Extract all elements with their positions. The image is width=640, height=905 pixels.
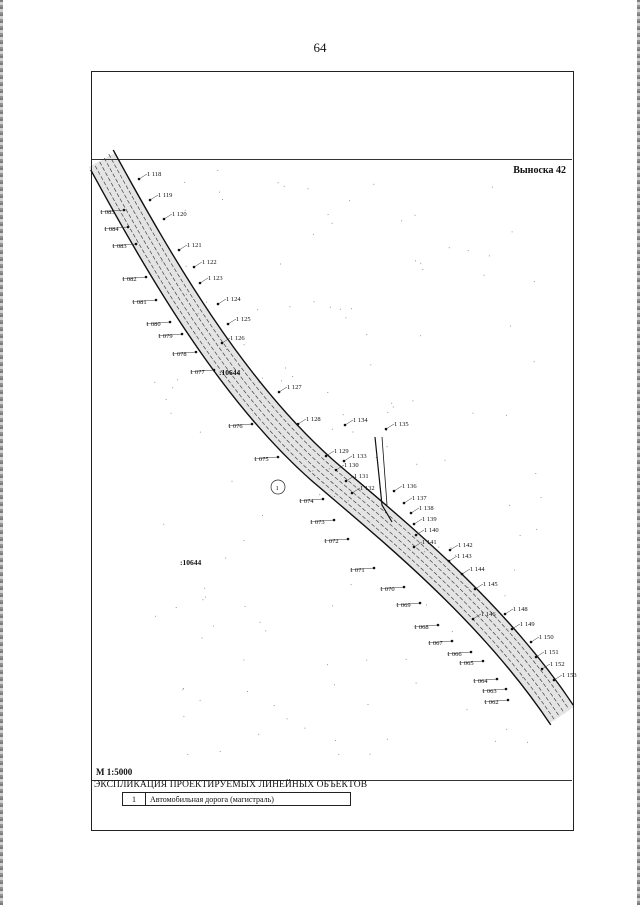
boundary-point-label: 1 127	[287, 384, 302, 391]
background-dot	[204, 588, 205, 589]
boundary-point-label: 1 135	[394, 421, 409, 428]
boundary-point-label: 1 146	[481, 611, 496, 618]
boundary-point-label: 1 084	[104, 226, 119, 233]
boundary-point-marker	[347, 538, 350, 541]
boundary-point-marker	[344, 424, 347, 427]
background-dot	[416, 464, 417, 465]
boundary-point-marker	[507, 699, 510, 702]
background-dot	[244, 540, 245, 541]
boundary-point-label: 1 120	[172, 211, 187, 218]
boundary-point-label: 1 131	[354, 473, 369, 480]
boundary-point-marker	[393, 490, 396, 493]
boundary-point-label: 1 152	[550, 661, 565, 668]
boundary-point-marker	[461, 573, 464, 576]
boundary-point-marker	[181, 333, 184, 336]
background-dot	[274, 705, 275, 706]
background-dot	[328, 214, 329, 215]
boundary-point-label: 1 073	[310, 519, 325, 526]
background-dot	[510, 326, 511, 327]
background-dot	[330, 307, 331, 308]
background-dot	[401, 220, 402, 221]
boundary-point-marker	[410, 512, 413, 515]
legend-table	[122, 792, 351, 806]
background-dot	[495, 741, 496, 742]
background-dot	[438, 547, 439, 548]
boundary-point-label: 1 069	[396, 602, 411, 609]
point-leader-line	[326, 451, 334, 456]
background-dot	[420, 263, 421, 264]
background-dot	[466, 709, 467, 710]
background-dot	[343, 414, 344, 415]
boundary-point-marker	[221, 342, 224, 345]
background-dot	[262, 515, 263, 516]
boundary-point-marker	[127, 226, 130, 229]
boundary-point-label: 1 070	[380, 586, 395, 593]
boundary-point-marker	[278, 391, 281, 394]
boundary-point-marker	[449, 549, 452, 552]
background-dot	[391, 403, 392, 404]
background-dot	[387, 739, 388, 740]
boundary-point-marker	[145, 276, 148, 279]
boundary-point-label: 1 142	[458, 542, 473, 549]
boundary-point-marker	[123, 209, 126, 212]
background-dot	[332, 605, 333, 606]
parcel-label: :10644	[180, 558, 202, 567]
background-dot	[352, 432, 353, 433]
background-dot	[340, 309, 341, 310]
background-dot	[313, 234, 314, 235]
boundary-point-marker	[472, 618, 475, 621]
boundary-point-label: 1 068	[414, 624, 429, 631]
boundary-point-label: 1 128	[306, 416, 321, 423]
point-leader-line	[386, 424, 394, 429]
background-dot	[225, 558, 226, 559]
boundary-point-marker	[403, 502, 406, 505]
boundary-point-label: 1 065	[459, 660, 474, 667]
boundary-point-marker	[335, 469, 338, 472]
road-map	[92, 160, 577, 780]
background-dot	[182, 689, 183, 690]
boundary-point-label: 1 078	[172, 351, 187, 358]
background-dot	[171, 413, 172, 414]
background-dot	[155, 616, 156, 617]
boundary-point-marker	[419, 602, 422, 605]
boundary-point-marker	[504, 613, 507, 616]
boundary-point-label: 1 129	[334, 448, 349, 455]
background-dot	[319, 494, 320, 495]
point-leader-line	[150, 195, 158, 200]
boundary-point-marker	[385, 428, 388, 431]
background-dot	[258, 734, 259, 735]
object-marker-number: 1	[275, 485, 279, 492]
background-dot	[484, 275, 485, 276]
background-dot	[245, 606, 246, 607]
background-dot	[468, 250, 469, 251]
background-dot	[260, 622, 261, 623]
background-dot	[368, 704, 369, 705]
background-dot	[247, 691, 248, 692]
legend-row	[123, 793, 351, 806]
boundary-point-label: 1 119	[158, 192, 173, 199]
background-dot	[176, 607, 177, 608]
map-area	[92, 159, 577, 781]
background-dot	[351, 584, 352, 585]
background-dot	[327, 392, 328, 393]
background-dot	[338, 754, 339, 755]
background-dot	[506, 415, 507, 416]
background-dot	[373, 184, 374, 185]
boundary-point-marker	[482, 660, 485, 663]
boundary-point-marker	[351, 492, 354, 495]
background-dot	[292, 376, 293, 377]
point-leader-line	[345, 420, 353, 425]
boundary-point-marker	[511, 628, 514, 631]
boundary-point-label: 1 125	[236, 316, 251, 323]
background-dot	[535, 473, 536, 474]
page-number: 64	[313, 40, 327, 55]
point-leader-line	[462, 569, 470, 574]
background-dot	[220, 751, 221, 752]
boundary-point-marker	[470, 651, 473, 654]
boundary-point-marker	[135, 243, 138, 246]
background-dot	[285, 368, 286, 369]
boundary-point-marker	[415, 534, 418, 537]
point-leader-line	[344, 456, 352, 461]
boundary-point-label: 1 148	[513, 606, 528, 613]
boundary-point-label: 1 140	[424, 527, 439, 534]
boundary-point-marker	[149, 199, 152, 202]
background-dot	[387, 412, 388, 413]
boundary-point-label: 1 121	[187, 242, 202, 249]
background-dot	[304, 728, 305, 729]
background-dot	[257, 309, 258, 310]
background-dot	[244, 344, 245, 345]
background-dot	[222, 199, 223, 200]
point-leader-line	[411, 508, 419, 513]
background-dot	[232, 481, 233, 482]
background-dot	[534, 361, 535, 362]
background-dot	[393, 407, 394, 408]
background-dot	[332, 429, 333, 430]
spur-line	[382, 437, 387, 505]
background-dot	[287, 718, 288, 719]
scan-edge-left	[0, 0, 3, 905]
point-leader-line	[298, 419, 306, 424]
boundary-point-label: 1 134	[353, 417, 368, 424]
background-dot	[370, 364, 371, 365]
background-dot	[406, 659, 407, 660]
background-dot	[332, 223, 333, 224]
background-dot	[281, 380, 282, 381]
point-leader-line	[228, 319, 236, 324]
background-dot	[219, 192, 220, 193]
map-title: Выноска 42	[513, 165, 566, 176]
background-dot	[187, 754, 188, 755]
boundary-point-label: 1 151	[544, 649, 559, 656]
background-dot	[200, 432, 201, 433]
background-dot	[473, 413, 474, 414]
boundary-point-label: 1 126	[230, 335, 245, 342]
boundary-point-label: 1 062	[484, 699, 499, 706]
background-dot	[183, 716, 184, 717]
background-dot	[278, 182, 279, 183]
legend-title: ЭКСПЛИКАЦИЯ ПРОЕКТИРУЕМЫХ ЛИНЕЙНЫХ ОБЪЕКТОВ	[94, 780, 368, 790]
boundary-point-marker	[277, 456, 280, 459]
background-dot	[154, 382, 155, 383]
boundary-point-label: 1 079	[158, 333, 173, 340]
boundary-point-label: 1 149	[520, 621, 535, 628]
background-dot	[509, 505, 510, 506]
boundary-point-marker	[553, 679, 556, 682]
background-dot	[505, 595, 506, 596]
boundary-point-marker	[413, 546, 416, 549]
background-dot	[426, 605, 427, 606]
point-leader-line	[531, 637, 539, 642]
boundary-point-label: 1 066	[447, 651, 462, 658]
background-dot	[387, 446, 388, 447]
boundary-point-marker	[163, 218, 166, 221]
boundary-point-marker	[322, 498, 325, 501]
background-dot	[506, 729, 507, 730]
map-frame	[91, 71, 577, 831]
boundary-point-label: 1 150	[539, 634, 554, 641]
boundary-point-marker	[213, 369, 216, 372]
background-dot	[512, 231, 513, 232]
background-dot	[177, 379, 178, 380]
background-dot	[422, 269, 423, 270]
road-corridor	[91, 150, 574, 725]
boundary-point-marker	[199, 282, 202, 285]
boundary-point-label: 1 064	[473, 678, 488, 685]
background-dot	[541, 497, 542, 498]
background-dot	[184, 182, 185, 183]
point-leader-line	[179, 245, 187, 250]
point-leader-line	[505, 609, 513, 614]
boundary-point-marker	[474, 588, 477, 591]
boundary-point-marker	[325, 455, 328, 458]
boundary-point-label: 1 136	[402, 483, 417, 490]
boundary-point-marker	[138, 178, 141, 181]
boundary-point-label: 1 063	[482, 688, 497, 695]
boundary-point-label: 1 139	[422, 516, 437, 523]
boundary-point-marker	[217, 303, 220, 306]
background-dot	[370, 754, 371, 755]
point-leader-line	[200, 278, 208, 283]
point-leader-line	[279, 387, 287, 392]
boundary-point-label: 1 077	[190, 369, 205, 376]
boundary-point-marker	[178, 249, 181, 252]
background-dot	[415, 260, 416, 261]
background-dot	[445, 460, 446, 461]
background-dot	[334, 684, 335, 685]
background-dot	[280, 264, 281, 265]
point-leader-line	[554, 675, 562, 680]
scale-label: М 1:5000	[96, 767, 133, 777]
boundary-point-label: 1 130	[344, 462, 359, 469]
boundary-point-label: 1 085	[100, 209, 115, 216]
background-dot	[284, 186, 285, 187]
legend-row-number: 1	[123, 793, 146, 806]
point-leader-line	[536, 652, 544, 657]
boundary-point-marker	[195, 351, 198, 354]
boundary-point-marker	[345, 480, 348, 483]
background-dot	[186, 266, 187, 267]
boundary-point-label: 1 133	[352, 453, 367, 460]
parcel-label: :10644	[219, 368, 241, 377]
background-dot	[452, 631, 453, 632]
background-dot	[163, 524, 164, 525]
boundary-point-marker	[373, 567, 376, 570]
background-dot	[514, 570, 515, 571]
point-leader-line	[404, 498, 412, 503]
boundary-point-marker	[193, 266, 196, 269]
point-leader-line	[139, 174, 147, 179]
boundary-point-marker	[403, 586, 406, 589]
legend-row-name: Автомобильная дорога (магистраль)	[146, 793, 351, 806]
boundary-point-label: 1 123	[208, 275, 223, 282]
background-dot	[265, 630, 266, 631]
point-leader-line	[164, 214, 172, 219]
background-dot	[327, 664, 328, 665]
boundary-point-marker	[505, 688, 508, 691]
background-dot	[492, 187, 493, 188]
background-dot	[206, 302, 207, 303]
background-dot	[262, 378, 263, 379]
background-dot	[534, 281, 535, 282]
boundary-point-marker	[530, 641, 533, 644]
boundary-point-label: 1 145	[483, 581, 498, 588]
point-leader-line	[414, 519, 422, 524]
boundary-point-marker	[333, 519, 336, 522]
point-leader-line	[475, 584, 483, 589]
background-dot	[213, 626, 214, 627]
background-dot	[345, 317, 346, 318]
boundary-point-label: 1 081	[132, 299, 147, 306]
background-dot	[205, 597, 206, 598]
point-leader-line	[218, 299, 226, 304]
boundary-point-label: 1 122	[202, 259, 217, 266]
boundary-point-label: 1 076	[228, 423, 243, 430]
background-dot	[290, 306, 291, 307]
background-dot	[489, 255, 490, 256]
background-dot	[202, 599, 203, 600]
boundary-point-label: 1 067	[428, 640, 443, 647]
background-dot	[536, 529, 537, 530]
boundary-point-label: 1 143	[457, 553, 472, 560]
boundary-point-marker	[448, 560, 451, 563]
background-dot	[217, 170, 218, 171]
background-dot	[420, 335, 421, 336]
boundary-point-label: 1 071	[350, 567, 365, 574]
background-dot	[455, 555, 456, 556]
boundary-point-label: 1 083	[112, 243, 127, 250]
boundary-point-marker	[227, 323, 230, 326]
boundary-point-label: 1 082	[122, 276, 137, 283]
background-dot	[202, 638, 203, 639]
boundary-point-marker	[541, 668, 544, 671]
background-dot	[314, 301, 315, 302]
boundary-point-marker	[413, 523, 416, 526]
boundary-point-label: 1 124	[226, 296, 241, 303]
boundary-point-label: 1 080	[146, 321, 161, 328]
boundary-point-marker	[169, 321, 172, 324]
background-dot	[308, 188, 309, 189]
boundary-point-label: 1 075	[254, 456, 269, 463]
boundary-point-label: 1 132	[360, 485, 375, 492]
background-dot	[243, 660, 244, 661]
background-dot	[166, 399, 167, 400]
boundary-point-marker	[251, 423, 254, 426]
boundary-point-label: 1 072	[324, 538, 339, 545]
point-leader-line	[394, 486, 402, 491]
road-fill	[102, 160, 562, 715]
background-dot	[366, 334, 367, 335]
boundary-point-label: 1 074	[299, 498, 314, 505]
background-dot	[335, 740, 336, 741]
boundary-point-label: 1 153	[562, 672, 577, 679]
point-leader-line	[194, 262, 202, 267]
boundary-point-marker	[496, 678, 499, 681]
background-dot	[200, 700, 201, 701]
point-leader-line	[449, 556, 457, 561]
boundary-point-label: 1 144	[470, 566, 485, 573]
point-leader-line	[512, 624, 520, 629]
background-dot	[172, 387, 173, 388]
boundary-point-label: 1 137	[412, 495, 427, 502]
boundary-point-marker	[535, 656, 538, 659]
background-dot	[520, 535, 521, 536]
background-dot	[183, 688, 184, 689]
boundary-point-label: 1 118	[147, 171, 162, 178]
boundary-point-marker	[297, 423, 300, 426]
background-dot	[412, 400, 413, 401]
background-dot	[416, 683, 417, 684]
background-dot	[349, 200, 350, 201]
background-dot	[451, 547, 452, 548]
boundary-point-label: 1 138	[419, 505, 434, 512]
background-dot	[449, 247, 450, 248]
boundary-point-marker	[155, 299, 158, 302]
background-dot	[527, 742, 528, 743]
boundary-point-marker	[437, 624, 440, 627]
boundary-point-label: 1 141	[422, 539, 437, 546]
background-dot	[415, 215, 416, 216]
background-dot	[366, 660, 367, 661]
background-dot	[351, 308, 352, 309]
boundary-point-marker	[451, 640, 454, 643]
